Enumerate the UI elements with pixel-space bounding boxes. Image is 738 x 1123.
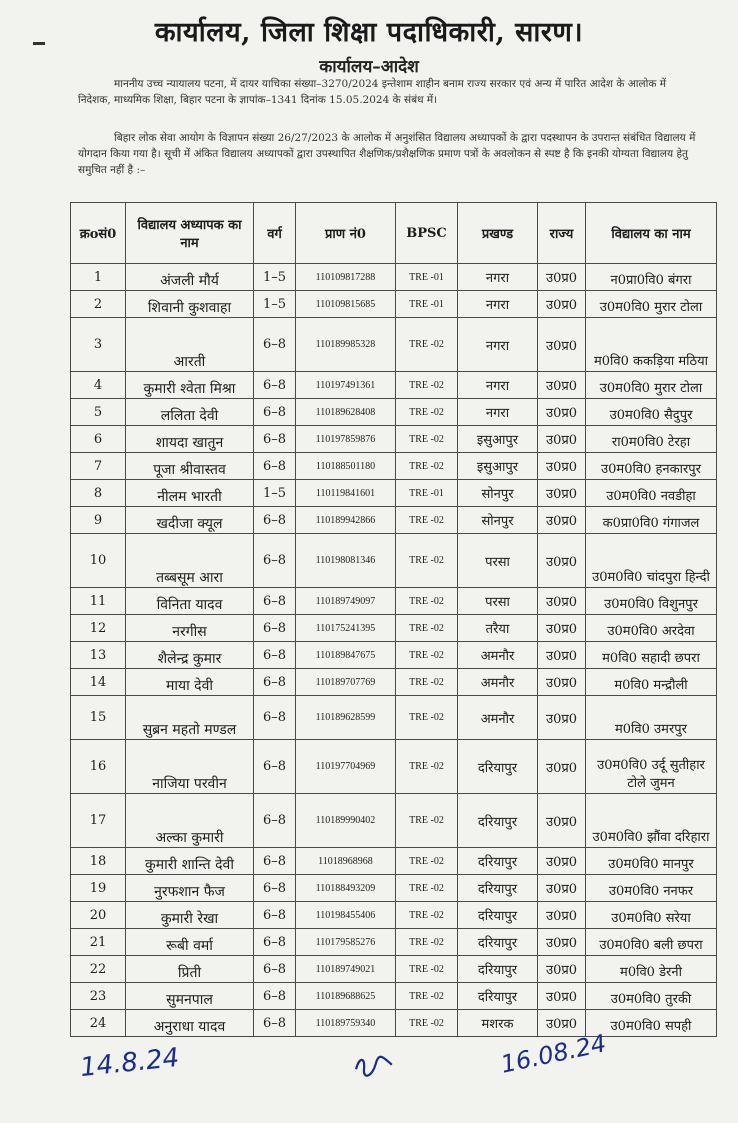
cell-class: 6–8 [254, 372, 296, 399]
cell-school-name: उ0म0वि0 मानपुर [586, 848, 717, 875]
table-row [71, 534, 717, 588]
cell-school-name: उ0म0वि0 झौंवा दरिहारा [586, 794, 717, 848]
cell-teacher-name: सुमनपाल [126, 983, 254, 1010]
cell-serial: 12 [71, 615, 126, 642]
header-teacher-name: विद्यालय अध्यापक का नाम [126, 203, 254, 264]
table-row [71, 669, 717, 696]
cell-teacher-name: रूबी वर्मा [126, 929, 254, 956]
table-row [71, 956, 717, 983]
cell-teacher-name: नुरफशान फैज [126, 875, 254, 902]
cell-pran: 110188493209 [296, 875, 396, 902]
cell-teacher-name: नाजिया परवीन [126, 740, 254, 794]
cell-pran: 110179585276 [296, 929, 396, 956]
cell-serial: 14 [71, 669, 126, 696]
cell-block: नगरा [458, 264, 538, 291]
cell-pran: 110109817288 [296, 264, 396, 291]
cell-bpsc: TRE -02 [396, 534, 458, 588]
cell-serial: 16 [71, 740, 126, 794]
cell-block: इसुआपुर [458, 453, 538, 480]
header-school-name: विद्यालय का नाम [586, 203, 717, 264]
signature-1: 14.8.24 [78, 1042, 181, 1084]
cell-block: दरियापुर [458, 929, 538, 956]
cell-teacher-name: सुब्रन महतो मण्डल [126, 696, 254, 740]
cell-serial: 24 [71, 1010, 126, 1037]
table-header-row [71, 203, 717, 264]
cell-bpsc: TRE -02 [396, 399, 458, 426]
cell-class: 6–8 [254, 956, 296, 983]
cell-pran: 110197704969 [296, 740, 396, 794]
cell-serial: 3 [71, 318, 126, 372]
cell-class: 6–8 [254, 1010, 296, 1037]
cell-pran: 110189990402 [296, 794, 396, 848]
cell-pran: 110198455406 [296, 902, 396, 929]
table-row [71, 1010, 717, 1037]
cell-bpsc: TRE -02 [396, 372, 458, 399]
table-row [71, 983, 717, 1010]
cell-serial: 21 [71, 929, 126, 956]
cell-school-name: रा0म0वि0 टेरहा [586, 426, 717, 453]
cell-state: उ0प्र0 [538, 399, 586, 426]
cell-serial: 5 [71, 399, 126, 426]
paragraph-body: बिहार लोक सेवा आयोग के विज्ञापन संख्या 26/27/2023 के आलोक में अनुशंसित विद्यालय अध्यापकों के द्वारा पदस्थापन के उपरान्त संबंधित विद्यालय में योगदान किया गया है। सूची में अंकित विद्यालय अध्यापकों द्वारा उपस्थापित शैक्षणिक/प्रशैक्षणिक प्रमाण पत्रों के अवलोकन से स्पष्ट है कि इनकी योग्यता विद्यालय हेतु समुचित नहीं है :– [78, 132, 696, 176]
header-class: वर्ग [254, 203, 296, 264]
cell-state: उ0प्र0 [538, 534, 586, 588]
cell-class: 6–8 [254, 983, 296, 1010]
cell-class: 6–8 [254, 929, 296, 956]
table-row [71, 740, 717, 794]
cell-state: उ0प्र0 [538, 480, 586, 507]
cell-class: 6–8 [254, 426, 296, 453]
cell-state: उ0प्र0 [538, 696, 586, 740]
cell-bpsc: TRE -01 [396, 264, 458, 291]
teacher-table [70, 202, 717, 1037]
header-pran: प्राण नं0 [296, 203, 396, 264]
header-state: राज्य [538, 203, 586, 264]
cell-pran: 110175241395 [296, 615, 396, 642]
cell-serial: 22 [71, 956, 126, 983]
cell-block: दरियापुर [458, 875, 538, 902]
cell-serial: 1 [71, 264, 126, 291]
cell-bpsc: TRE -02 [396, 794, 458, 848]
table-row [71, 372, 717, 399]
cell-pran: 110189847675 [296, 642, 396, 669]
cell-school-name: उ0म0वि0 हनकारपुर [586, 453, 717, 480]
cell-pran: 110189942866 [296, 507, 396, 534]
cell-bpsc: TRE -01 [396, 291, 458, 318]
signature-scribble-icon [351, 1049, 397, 1082]
cell-serial: 23 [71, 983, 126, 1010]
cell-teacher-name: नरगीस [126, 615, 254, 642]
cell-block: परसा [458, 534, 538, 588]
cell-teacher-name: शैलेन्द्र कुमार [126, 642, 254, 669]
cell-bpsc: TRE -02 [396, 848, 458, 875]
table-row [71, 794, 717, 848]
cell-pran: 110189759340 [296, 1010, 396, 1037]
cell-class: 6–8 [254, 615, 296, 642]
office-title: कार्यालय, जिला शिक्षा पदाधिकारी, सारण। [154, 17, 584, 48]
table-row [71, 615, 717, 642]
signature-2 [351, 1049, 397, 1088]
cell-serial: 6 [71, 426, 126, 453]
table-row [71, 507, 717, 534]
cell-pran: 110189749097 [296, 588, 396, 615]
cell-bpsc: TRE -02 [396, 426, 458, 453]
cell-state: उ0प्र0 [538, 642, 586, 669]
cell-bpsc: TRE -02 [396, 642, 458, 669]
cell-teacher-name: विनिता यादव [126, 588, 254, 615]
cell-state: उ0प्र0 [538, 983, 586, 1010]
cell-serial: 17 [71, 794, 126, 848]
table-row [71, 588, 717, 615]
cell-class: 6–8 [254, 453, 296, 480]
cell-class: 6–8 [254, 696, 296, 740]
cell-school-name: क0प्रा0वि0 गंगाजल [586, 507, 717, 534]
cell-pran: 110197859876 [296, 426, 396, 453]
cell-bpsc: TRE -02 [396, 507, 458, 534]
cell-serial: 20 [71, 902, 126, 929]
cell-bpsc: TRE -01 [396, 480, 458, 507]
cell-school-name: म0वि0 डेरनी [586, 956, 717, 983]
cell-bpsc: TRE -02 [396, 740, 458, 794]
cell-bpsc: TRE -02 [396, 929, 458, 956]
cell-block: नगरा [458, 318, 538, 372]
cell-state: उ0प्र0 [538, 902, 586, 929]
cell-teacher-name: अंजली मौर्य [126, 264, 254, 291]
cell-class: 6–8 [254, 669, 296, 696]
cell-class: 6–8 [254, 507, 296, 534]
cell-serial: 18 [71, 848, 126, 875]
cell-school-name: म0वि0 सहादी छपरा [586, 642, 717, 669]
cell-teacher-name: कुमारी रेखा [126, 902, 254, 929]
cell-bpsc: TRE -02 [396, 669, 458, 696]
cell-block: दरियापुर [458, 956, 538, 983]
cell-school-name: उ0म0वि0 अरदेवा [586, 615, 717, 642]
table-row [71, 642, 717, 669]
cell-class: 1–5 [254, 264, 296, 291]
table-row [71, 902, 717, 929]
cell-school-name: म0वि0 मन्द्रौली [586, 669, 717, 696]
cell-pran: 110189985328 [296, 318, 396, 372]
cell-block: दरियापुर [458, 794, 538, 848]
cell-school-name: उ0म0वि0 विशुनपुर [586, 588, 717, 615]
cell-pran: 110197491361 [296, 372, 396, 399]
cell-teacher-name: आरती [126, 318, 254, 372]
cell-state: उ0प्र0 [538, 875, 586, 902]
cell-teacher-name: अनुराधा यादव [126, 1010, 254, 1037]
cell-state: उ0प्र0 [538, 848, 586, 875]
cell-class: 6–8 [254, 848, 296, 875]
cell-serial: 8 [71, 480, 126, 507]
cell-school-name: उ0म0वि0 मुरार टोला [586, 291, 717, 318]
cell-state: उ0प्र0 [538, 291, 586, 318]
table-row [71, 426, 717, 453]
cell-bpsc: TRE -02 [396, 902, 458, 929]
cell-school-name: उ0म0वि0 सपही [586, 1010, 717, 1037]
cell-teacher-name: खदीजा क्यूल [126, 507, 254, 534]
cell-serial: 2 [71, 291, 126, 318]
cell-teacher-name: नीलम भारती [126, 480, 254, 507]
cell-state: उ0प्र0 [538, 740, 586, 794]
cell-pran: 110198081346 [296, 534, 396, 588]
cell-school-name: उ0म0वि0 ननफर [586, 875, 717, 902]
table-row [71, 696, 717, 740]
cell-school-name: उ0म0वि0 सरेया [586, 902, 717, 929]
cell-bpsc: TRE -02 [396, 453, 458, 480]
cell-serial: 7 [71, 453, 126, 480]
cell-class: 6–8 [254, 399, 296, 426]
cell-class: 6–8 [254, 794, 296, 848]
paragraph-reference: माननीय उच्च न्यायालय पटना, में दायर याचिका संख्या–3270/2024 इन्तेशाम शाहीन बनाम राज्य सरकार एवं अन्य में पारित आदेश के आलोक में निदेशक, माध्यमिक शिक्षा, बिहार पटना के ज्ञापांक–1341 दिनांक 15.05.2024 के संबंध में। [78, 78, 667, 106]
cell-school-name: न0प्रा0वि0 बंगरा [586, 264, 717, 291]
header-serial: क्रoसं0 [71, 203, 126, 264]
cell-state: उ0प्र0 [538, 318, 586, 372]
cell-school-name: म0वि0 ककड़िया मठिया [586, 318, 717, 372]
cell-class: 6–8 [254, 588, 296, 615]
table-row [71, 291, 717, 318]
cell-pran: 110109815685 [296, 291, 396, 318]
cell-block: सोनपुर [458, 480, 538, 507]
cell-pran: 110188501180 [296, 453, 396, 480]
cell-block: सोनपुर [458, 507, 538, 534]
cell-teacher-name: कुमारी श्वेता मिश्रा [126, 372, 254, 399]
cell-state: उ0प्र0 [538, 507, 586, 534]
cell-state: उ0प्र0 [538, 956, 586, 983]
cell-bpsc: TRE -02 [396, 615, 458, 642]
cell-bpsc: TRE -02 [396, 588, 458, 615]
signature-3: 16.08.24 [498, 1029, 609, 1079]
cell-serial: 13 [71, 642, 126, 669]
cell-teacher-name: तब्बसूम आरा [126, 534, 254, 588]
cell-class: 6–8 [254, 740, 296, 794]
cell-serial: 11 [71, 588, 126, 615]
table-row [71, 929, 717, 956]
cell-class: 6–8 [254, 534, 296, 588]
cell-block: नगरा [458, 291, 538, 318]
cell-teacher-name: प्रिती [126, 956, 254, 983]
cell-school-name: उ0म0वि0 बली छपरा [586, 929, 717, 956]
cell-class: 1–5 [254, 291, 296, 318]
cell-block: अमनौर [458, 696, 538, 740]
cell-serial: 19 [71, 875, 126, 902]
cell-block: मशरक [458, 1010, 538, 1037]
cell-bpsc: TRE -02 [396, 956, 458, 983]
cell-state: उ0प्र0 [538, 929, 586, 956]
cell-state: उ0प्र0 [538, 588, 586, 615]
cell-school-name: उ0म0वि0 मुरार टोला [586, 372, 717, 399]
cell-teacher-name: पूजा श्रीवास्तव [126, 453, 254, 480]
cell-school-name: उ0म0वि0 चांदपुरा हिन्दी [586, 534, 717, 588]
cell-class: 1–5 [254, 480, 296, 507]
cell-pran: 11018968968 [296, 848, 396, 875]
cell-class: 6–8 [254, 875, 296, 902]
table-row [71, 875, 717, 902]
cell-bpsc: TRE -02 [396, 318, 458, 372]
cell-school-name: उ0म0वि0 नवडीहा [586, 480, 717, 507]
cell-pran: 110189707769 [296, 669, 396, 696]
cell-class: 6–8 [254, 318, 296, 372]
cell-block: नगरा [458, 372, 538, 399]
cell-serial: 9 [71, 507, 126, 534]
cell-block: नगरा [458, 399, 538, 426]
cell-bpsc: TRE -02 [396, 875, 458, 902]
cell-teacher-name: अल्का कुमारी [126, 794, 254, 848]
header-block: प्रखण्ड [458, 203, 538, 264]
cell-bpsc: TRE -02 [396, 1010, 458, 1037]
cell-state: उ0प्र0 [538, 264, 586, 291]
cell-block: दरियापुर [458, 902, 538, 929]
cell-teacher-name: शायदा खातुन [126, 426, 254, 453]
cell-block: दरियापुर [458, 740, 538, 794]
cell-state: उ0प्र0 [538, 453, 586, 480]
cell-school-name: उ0म0वि0 तुरकी [586, 983, 717, 1010]
table-row [71, 264, 717, 291]
cell-block: अमनौर [458, 642, 538, 669]
cell-state: उ0प्र0 [538, 615, 586, 642]
cell-serial: 15 [71, 696, 126, 740]
cell-block: अमनौर [458, 669, 538, 696]
cell-state: उ0प्र0 [538, 372, 586, 399]
cell-pran: 110189628599 [296, 696, 396, 740]
table-row [71, 480, 717, 507]
cell-block: तरैया [458, 615, 538, 642]
cell-teacher-name: शिवानी कुशवाहा [126, 291, 254, 318]
cell-block: दरियापुर [458, 848, 538, 875]
cell-pran: 110189688625 [296, 983, 396, 1010]
table-row [71, 453, 717, 480]
cell-teacher-name: कुमारी शान्ति देवी [126, 848, 254, 875]
cell-state: उ0प्र0 [538, 1010, 586, 1037]
cell-serial: 10 [71, 534, 126, 588]
cell-bpsc: TRE -02 [396, 696, 458, 740]
cell-block: दरियापुर [458, 983, 538, 1010]
table-row [71, 848, 717, 875]
cell-pran: 110119841601 [296, 480, 396, 507]
cell-pran: 110189628408 [296, 399, 396, 426]
cell-class: 6–8 [254, 902, 296, 929]
cell-state: उ0प्र0 [538, 669, 586, 696]
cell-school-name: उ0म0वि0 उर्दू सुतीहार टोले जुमन [586, 740, 717, 794]
cell-school-name: उ0म0वि0 सैदुपुर [586, 399, 717, 426]
cell-block: परसा [458, 588, 538, 615]
table-row [71, 399, 717, 426]
cell-school-name: म0वि0 उमरपुर [586, 696, 717, 740]
cell-teacher-name: ललिता देवी [126, 399, 254, 426]
cell-pran: 110189749021 [296, 956, 396, 983]
cell-state: उ0प्र0 [538, 426, 586, 453]
cell-state: उ0प्र0 [538, 794, 586, 848]
header-bpsc: BPSC [396, 203, 458, 264]
cell-teacher-name: माया देवी [126, 669, 254, 696]
cell-class: 6–8 [254, 642, 296, 669]
table-row [71, 318, 717, 372]
order-subtitle: कार्यालय–आदेश [319, 57, 419, 77]
cell-serial: 4 [71, 372, 126, 399]
cell-block: इसुआपुर [458, 426, 538, 453]
cell-bpsc: TRE -02 [396, 983, 458, 1010]
